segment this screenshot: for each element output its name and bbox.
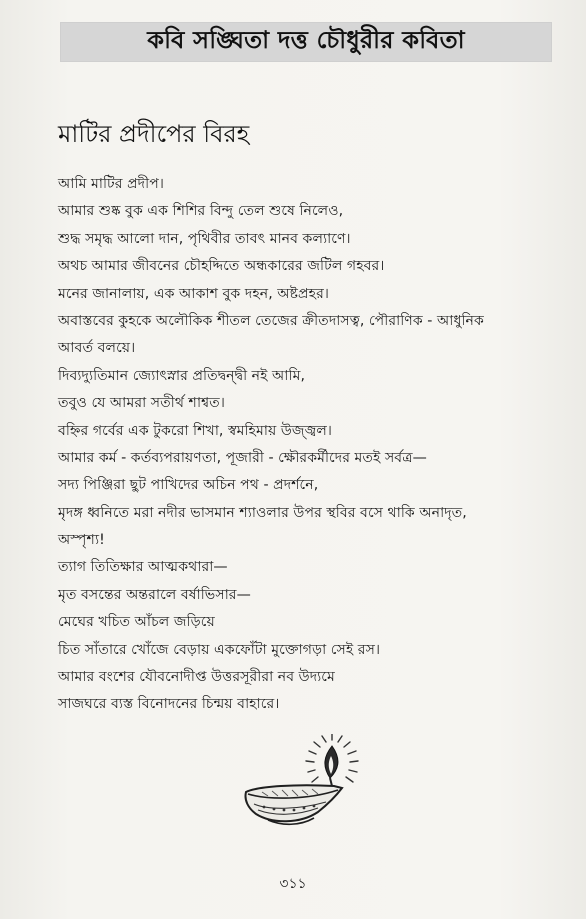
poem-line: আমার কর্ম - কর্তব্যপরায়ণতা, পূজারী - ক্ষৌরকর্মীদের মতই সর্বত্র— [58,449,427,466]
header-band [60,22,552,62]
poem-line: অস্পৃশ্য! [58,532,105,549]
poem-line: মেঘের খচিত আঁচল জড়িয়ে [58,614,215,631]
poem-line: আমার বংশের যৌবনোদীপ্ত উত্তরসূরীরা নব উদ্যমে [58,669,335,686]
poem-line: অথচ আমার জীবনের চৌহদ্দিতে অন্ধকারের জটিল গহবর। [58,258,385,275]
poem-line: তবুও যে আমরা সতীর্থ শাশ্বত। [58,395,225,412]
book-section-title: কবি সঙ্ঘিতা দত্ত চৌধুরীর কবিতা [147,26,465,54]
poem-line: মৃদঙ্গ ধ্বনিতে মরা নদীর ভাসমান শ্যাওলার উপর স্থবির বসে থাকি অনাদৃত, [58,504,467,521]
page-number: ৩১১ [279,876,307,892]
poem-line: আমার শুষ্ক বুক এক শিশির বিন্দু তেল শুষে নিলেও, [58,203,344,220]
poem-title: মাটির প্রদীপের বিরহ [58,120,250,148]
poem-line: বহ্নির গর্বের এক টুকরো শিখা, স্বমহিমায় উজ্জ্বল। [58,422,332,439]
poem-line: সাজঘরে ব্যস্ত বিনোদনের চিন্ময় বাহারে। [58,696,280,713]
poem-line: সদ্য পিঞ্জিরা ছুট পাখিদের অচিন পথ - প্রদর্শনে, [58,477,319,494]
poem-line: শুদ্ধ সমৃদ্ধ আলো দান, পৃথিবীর তাবৎ মানব কল্যাণে। [58,230,351,247]
poem-line: আমি মাটির প্রদীপ। [58,176,164,192]
poem-line: দিব্যদ্যুতিমান জ্যোৎস্নার প্রতিদ্বন্দ্বী নই আমি, [58,367,305,384]
oil-lamp-icon [238,734,368,830]
poem-line: অবাস্তবের কুহকে অলৌকিক শীতল তেজের ক্রীতদাসত্ব, পৌরাণিক - আধুনিক [58,312,484,329]
poem-body [58,171,538,719]
poem-line: মৃত বসন্তের অন্তরালে বর্ষাভিসার— [58,586,251,603]
poem-line: চিত সাঁতারে খোঁজে বেড়ায় একফোঁটা মুক্তোগড়া সেই রস। [58,641,381,658]
poem-line: মনের জানালায়, এক আকাশ বুক দহন, অষ্টপ্রহর। [58,285,329,302]
poem-line: আবর্ত বলয়ে। [58,340,136,357]
poem-line: ত্যাগ তিতিক্ষার আত্মকথারা— [58,559,228,576]
